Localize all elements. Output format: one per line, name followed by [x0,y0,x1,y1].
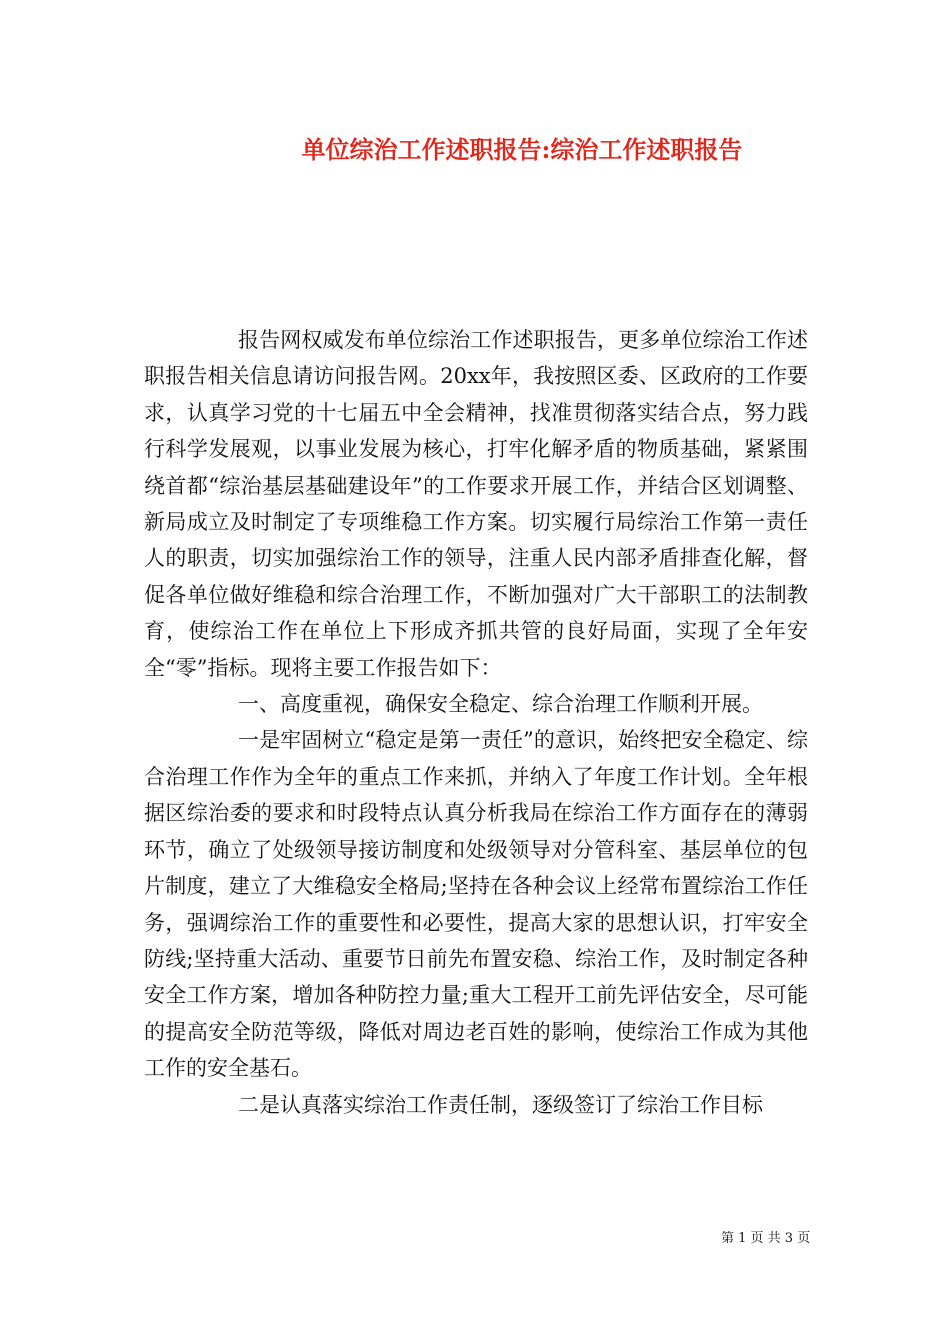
paragraph-point-1: 一是牢固树立“稳定是第一责任”的意识，始终把安全稳定、综合治理工作作为全年的重点工作来抓，并纳入了年度工作计划。全年根据区综治委的要求和时段特点认真分析我局在综治工作方面存在的薄弱环节，确立了处级领导接访制度和处级领导对分管科室、基层单位的包片制度，建立了大维稳安全格局;坚持在各种会议上经常布置综治工作任务，强调综治工作的重要性和必要性，提高大家的思想认识，打牢安全防线;坚持重大活动、重要节日前先布置安稳、综治工作，及时制定各种安全工作方案，增加各种防控力量;重大工程开工前先评估安全，尽可能的提高安全防范等级，降低对周边老百姓的影响，使综治工作成为其他工作的安全基石。 [144,728,808,1081]
document-body [144,322,808,1123]
section-heading-1: 一、高度重视，确保安全稳定、综合治理工作顺利开展。 [238,692,763,717]
paragraph-point-2: 二是认真落实综治工作责任制，逐级签订了综治工作目标 [238,1092,763,1117]
page-number: 第 1 页 共 3 页 [721,1231,811,1246]
paragraph-intro: 报告网权威发布单位综治工作述职报告，更多单位综治工作述职报告相关信息请访问报告网。20xx年，我按照区委、区政府的工作要求，认真学习党的十七届五中全会精神，找准贯彻落实结合点，努力践行科学发展观，以事业发展为核心，打牢化解矛盾的物质基础，紧紧围绕首都“综治基层基础建设年”的工作要求开展工作，并结合区划调整、新局成立及时制定了专项维稳工作方案。切实履行局综治工作第一责任人的职责，切实加强综治工作的领导，注重人民内部矛盾排查化解，督促各单位做好维稳和综合治理工作，不断加强对广大干部职工的法制教育，使综治工作在单位上下形成齐抓共管的良好局面，实现了全年安全“零”指标。现将主要工作报告如下： [144,328,808,680]
document-title: 单位综治工作述职报告:综治工作述职报告 [301,135,743,164]
